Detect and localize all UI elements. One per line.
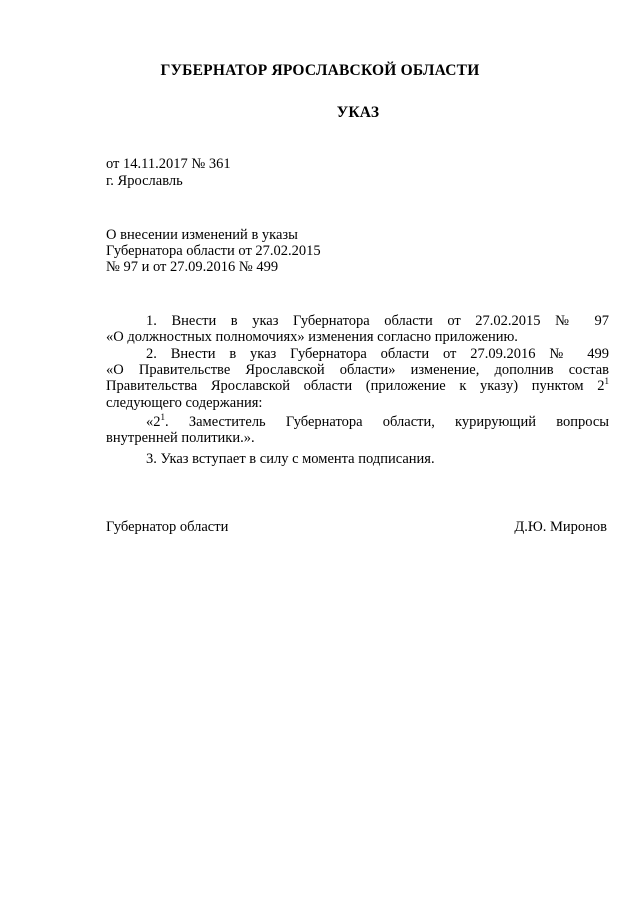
body-p2-line-4: следующего содержания:: [106, 394, 263, 411]
body-p2-line-1: 2. Внести в указ Губернатора области от 27.09.2016 № 499: [146, 346, 609, 362]
superscript-marker: 1: [604, 376, 609, 387]
document-city: г. Ярославль: [106, 173, 183, 189]
body-p2-line-2: «О Правительстве Ярославской области» изменение, дополнив состав: [106, 362, 609, 379]
body-quote-line-2: внутренней политики.».: [106, 430, 255, 447]
quote-line-1-rest: . Заместитель Губернатора области, курирующий вопросы: [165, 414, 609, 430]
signature-name: Д.Ю. Миронов: [514, 519, 607, 535]
superscript-marker: 1: [160, 412, 165, 423]
body-p1-line-2: «О должностных полномочиях» изменения согласно приложению.: [106, 329, 518, 346]
body-paragraph-3: [106, 451, 609, 467]
body-quote: [106, 414, 609, 446]
body-paragraph-1: [106, 313, 609, 345]
subject-line-1: О внесении изменений в указы: [106, 227, 298, 243]
body-p1-line-1: 1. Внести в указ Губернатора области от 27.02.2015 № 97: [146, 313, 609, 329]
body-p2-line-3-text: Правительства Ярославской области (приложение к указу) пунктом 2: [106, 378, 605, 395]
body-p2-line-3: [106, 378, 609, 394]
body-paragraph-2: [106, 346, 609, 411]
quote-open: «2: [146, 414, 161, 430]
document-type: УКАЗ: [336, 104, 380, 121]
subject-line-3: № 97 и от 27.09.2016 № 499: [106, 259, 279, 275]
signature-position: Губернатор области: [106, 519, 229, 535]
subject-line-2: Губернатора области от 27.02.2015: [106, 243, 321, 259]
document-date-number: от 14.11.2017 № 361: [106, 156, 231, 172]
body-quote-line-1: [106, 414, 609, 430]
body-p3-line-1: 3. Указ вступает в силу с момента подписания.: [146, 451, 435, 467]
document-organization: ГУБЕРНАТОР ЯРОСЛАВСКОЙ ОБЛАСТИ: [160, 62, 480, 79]
